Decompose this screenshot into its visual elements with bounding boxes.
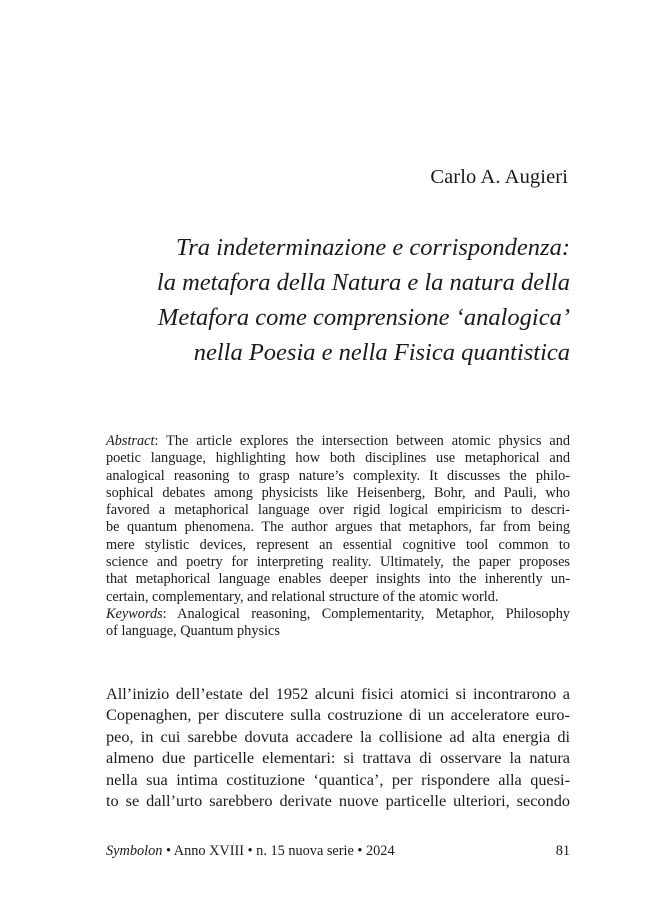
abstract-line: certain, complementary, and relational structure of the atomic world. [106, 588, 499, 605]
keywords-label: Keywords [106, 605, 163, 622]
footer-citation [106, 843, 395, 860]
title-line: la metafora della Natura e la natura della [156, 269, 570, 296]
journal-name: Symbolon [106, 843, 163, 859]
abstract-line: mere stylistic devices, represent an essential cognitive tool common to [106, 536, 570, 553]
title-line: Tra indeterminazione e corrispondenza: [175, 234, 570, 261]
author-name: Carlo A. Augieri [430, 166, 568, 188]
abstract-line: sophical debates among physicists like Heisenberg, Bohr, and Pauli, who [106, 484, 570, 501]
body-line: All’inizio dell’estate del 1952 alcuni fisici atomici si incontrarono a [106, 684, 570, 703]
abstract-line: that metaphorical language enables deeper insights into the inherently un- [106, 571, 570, 588]
title-line: nella Poesia e nella Fisica quantistica [193, 339, 570, 366]
abstract-text: : The article explores the intersection between atomic physics and [154, 433, 570, 449]
abstract-line [106, 433, 570, 450]
title-line: Metafora come comprensione ‘analogica’ [157, 304, 570, 331]
keywords-line: of language, Quantum physics [106, 623, 280, 640]
issue-info: • Anno XVIII • n. 15 nuova serie • 2024 [162, 843, 395, 859]
body-line: almeno due particelle elementari: si trattava di osservare la natura [106, 748, 570, 768]
abstract-block [106, 433, 570, 641]
abstract-line: favored a metaphorical language over rigid logical empiricism to descri- [106, 502, 570, 519]
abstract-line: science and poetry for interpreting reality. Ultimately, the paper proposes [106, 554, 570, 571]
body-line: to se dall’urto sarebbero derivate nuove particelle ulteriori, secondo [106, 790, 570, 810]
abstract-label: Abstract [106, 433, 155, 449]
keywords-text: : Analogical reasoning, Complementarity, Metaphor, Philosophy [162, 605, 570, 622]
abstract-line: poetic language, highlighting how both disciplines use metaphorical and [106, 450, 570, 467]
body-line: nella sua intima costituzione ‘quantica’, per rispondere alla quesi- [106, 769, 570, 789]
body-text [106, 683, 570, 811]
body-line: peo, in cui sarebbe dovuta accadere la collisione ad alta energia di [106, 726, 570, 746]
keywords-line [106, 606, 570, 623]
page-number: 81 [555, 843, 570, 859]
article-title [100, 230, 570, 370]
abstract-line: analogical reasoning to grasp nature’s complexity. It discusses the philo- [106, 467, 570, 484]
abstract-line: be quantum phenomena. The author argues that metaphors, far from being [106, 519, 570, 536]
body-line: Copenaghen, per discutere sulla costruzione di un acceleratore euro- [106, 705, 570, 725]
